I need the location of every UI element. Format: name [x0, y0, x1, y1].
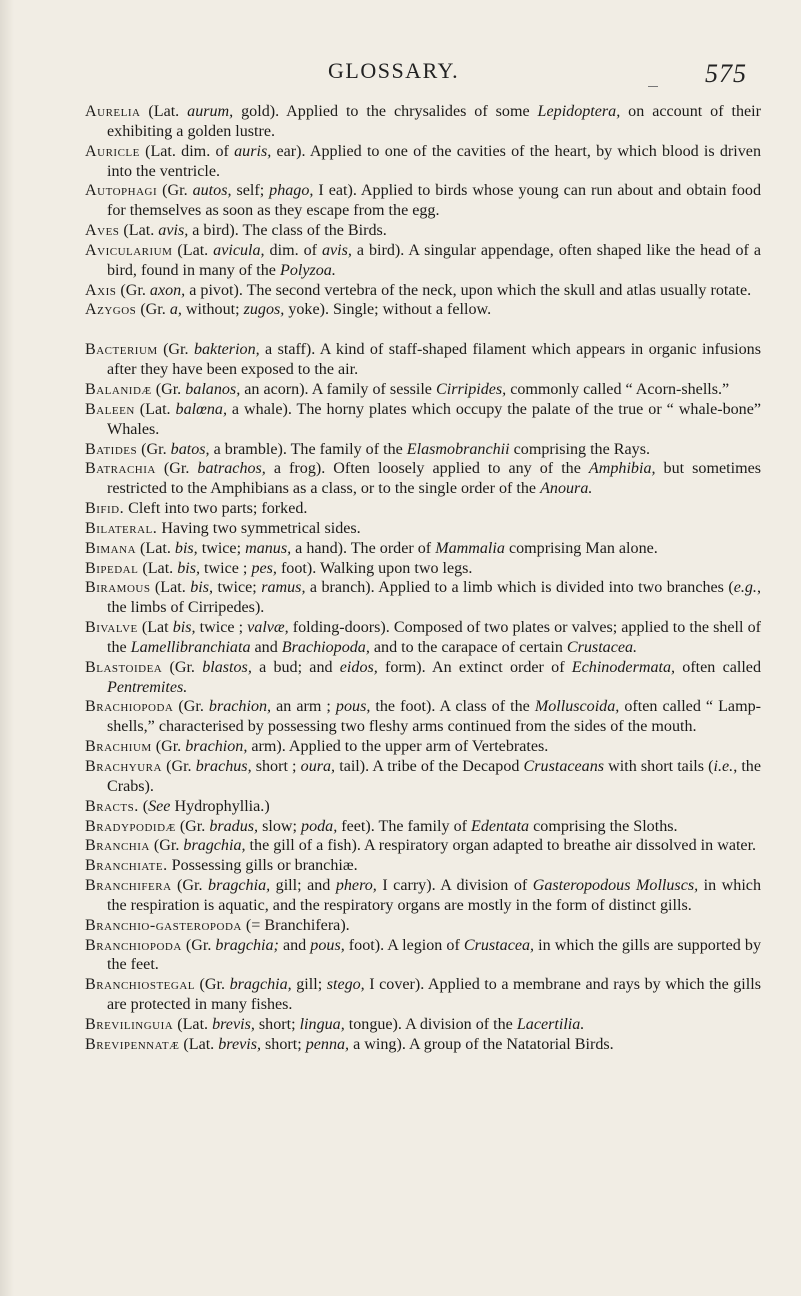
- entry-text: a bud; and: [251, 658, 340, 676]
- entry-term-italic: batos,: [170, 440, 210, 458]
- entry-text: a pivot). The second vertebra of the neck, upon which the skull and atlas usually rotate.: [185, 281, 752, 299]
- entry-term-italic: Cirripides,: [435, 380, 507, 398]
- entry-term-italic: bragchia,: [208, 877, 271, 895]
- entry-text: (Lat.: [179, 1035, 219, 1053]
- entry-headword: Branchiostegal: [85, 976, 196, 994]
- entry-headword: Brevilinguia: [85, 1015, 174, 1033]
- entry-text: (Lat.: [173, 1015, 213, 1033]
- entry-text: comprising Man alone.: [504, 539, 658, 557]
- entry-term-italic: bis,: [174, 539, 198, 557]
- entry-term-italic: batrachos,: [197, 460, 266, 478]
- glossary-entry: [85, 400, 761, 440]
- glossary-entry: [85, 658, 761, 698]
- entry-text: self;: [231, 182, 270, 200]
- entry-headword: Aves: [85, 222, 120, 240]
- entry-term-italic: brevis,: [212, 1015, 255, 1033]
- entry-text: feet). The family of: [337, 817, 471, 835]
- glossary-entry: [85, 221, 761, 241]
- entry-text: (Lat.: [134, 400, 176, 418]
- glossary-entry: [85, 539, 761, 559]
- entry-headword: Azygos: [85, 301, 137, 319]
- entry-text: (Gr.: [173, 698, 209, 716]
- entry-text: (Gr.: [171, 877, 209, 895]
- page-title: GLOSSARY.: [328, 58, 460, 83]
- entry-term-italic: penna,: [305, 1035, 350, 1053]
- entry-headword: Axis: [85, 281, 117, 299]
- glossary-entry: [85, 876, 761, 916]
- entry-text: often called: [675, 658, 762, 676]
- entry-text: a bird). A singular appendage, often shaped like the head of a bird, found in many of the: [107, 241, 761, 279]
- entry-term-italic: Mammalia: [435, 539, 505, 557]
- entry-headword: Baleen: [85, 400, 135, 418]
- entry-term-italic: Polyzoa.: [279, 261, 336, 279]
- glossary-entry: [85, 459, 761, 499]
- entry-text: dim. of: [264, 241, 322, 259]
- entry-term-italic: bakterion,: [193, 341, 260, 359]
- entry-term-italic: pous,: [310, 936, 345, 954]
- glossary-entry: [85, 181, 761, 221]
- entry-text: an acorn). A family of sessile: [240, 380, 436, 398]
- glossary-entry: [85, 916, 761, 936]
- entry-text: and to the carapace of certain: [369, 638, 567, 656]
- entry-text: twice;: [213, 579, 262, 597]
- entry-term-italic: valvæ,: [247, 619, 289, 637]
- entry-headword: Branchiopoda: [85, 936, 182, 954]
- glossary-entries: [85, 102, 761, 1055]
- entry-term-italic: Crustaceans: [523, 758, 605, 775]
- entry-text: often called “ Lamp-shells,” characterised by possessing two fleshy arms continued from the sides of the mouth.: [107, 698, 761, 736]
- entry-text: , the Crabs).: [107, 758, 762, 795]
- entry-term-italic: lingua,: [299, 1015, 345, 1033]
- entry-term-italic: Brachiopoda,: [281, 638, 370, 656]
- entry-term-italic: bis,: [177, 559, 201, 577]
- entry-term-italic: autos,: [192, 182, 232, 200]
- entry-headword: Blastoidea: [85, 658, 163, 676]
- entry-text: and: [250, 638, 282, 656]
- entry-text: (Lat: [137, 619, 173, 637]
- glossary-entry: [85, 499, 761, 519]
- entry-term-italic: brachion,: [185, 738, 248, 756]
- entry-text: a branch). Applied to a limb which is divided into two branches (: [305, 579, 734, 597]
- entry-text: tail). A tribe of the Decapod: [335, 758, 524, 775]
- entry-term-italic: bragchia,: [183, 837, 246, 855]
- glossary-entry: [85, 578, 761, 618]
- entry-term-italic: Anoura.: [540, 480, 593, 498]
- entry-headword: Balanidæ: [85, 380, 152, 398]
- entry-text: Having two symmetrical sides.: [157, 519, 361, 537]
- glossary-entry: [85, 1035, 761, 1055]
- entry-term-italic: See: [148, 797, 171, 815]
- entry-term-italic: Gasteropodous Molluscs,: [532, 877, 699, 895]
- entry-text: (Lat.: [119, 222, 159, 240]
- entry-term-italic: Lepidoptera,: [537, 103, 621, 120]
- entry-term-italic: avis,: [321, 241, 352, 259]
- entry-text: (Gr.: [157, 341, 194, 359]
- entry-text: (Gr.: [161, 758, 196, 775]
- entry-headword: Brevipennatæ: [85, 1035, 180, 1053]
- entry-term-italic: Crustacea,: [463, 936, 535, 954]
- entry-text: (Gr.: [151, 380, 186, 398]
- entry-headword: Biramous: [85, 579, 151, 597]
- entry-text: gold). Applied to the chrysalides of some: [233, 103, 538, 120]
- entry-text: a wing). A group of the Natatorial Birds.: [349, 1035, 614, 1053]
- entry-text: (Lat.: [140, 103, 188, 120]
- entry-term-italic: balœna,: [175, 400, 227, 418]
- entry-term-italic: bis,: [172, 619, 196, 637]
- entry-term-italic: balanos,: [185, 380, 241, 398]
- entry-text: ear). Applied to one of the cavities of the heart, by which blood is driven into the ventricle.: [107, 142, 761, 180]
- entry-term-italic: oura,: [300, 758, 336, 775]
- entry-term-italic: bragchia;: [215, 936, 279, 954]
- entry-text: Possessing gills or branchiæ.: [167, 857, 358, 875]
- entry-term-italic: ramus,: [261, 579, 306, 597]
- entry-text: (Gr.: [136, 301, 170, 319]
- glossary-entry: [85, 559, 761, 579]
- entry-term-italic: stego,: [326, 976, 365, 994]
- entry-headword: Batides: [85, 440, 138, 458]
- entry-text: arm). Applied to the upper arm of Vertebrates.: [247, 738, 549, 756]
- glossary-entry: [85, 797, 761, 817]
- running-header: [0, 58, 801, 94]
- entry-text: slow;: [258, 817, 302, 835]
- entry-text: the foot). A class of the: [370, 698, 535, 716]
- entry-headword: Brachium: [85, 738, 152, 756]
- entry-headword: Bivalve: [85, 619, 138, 637]
- entry-text: foot). Walking upon two legs.: [276, 559, 473, 577]
- entry-text: (Gr.: [175, 817, 210, 835]
- entry-term-italic: pous,: [335, 698, 371, 716]
- entry-headword: Branchiate.: [85, 857, 168, 875]
- entry-term-italic: pes,: [251, 559, 277, 577]
- glossary-entry: [85, 757, 761, 797]
- entry-term-italic: blastos,: [202, 658, 252, 676]
- entry-text: short;: [261, 1035, 306, 1053]
- entry-headword: Branchifera: [85, 877, 172, 895]
- entry-term-italic: phero,: [335, 877, 377, 895]
- entry-headword: Brachiopoda: [85, 698, 174, 716]
- entry-headword: Bacterium: [85, 341, 158, 359]
- entry-headword: Aurelia: [85, 103, 141, 120]
- entry-text: in which the gills are supported by the feet.: [107, 936, 761, 974]
- entry-text: I cover). Applied to a membrane and rays by which the gills are protected in many fishes.: [107, 976, 761, 1014]
- entry-term-italic: i.e.: [713, 758, 734, 775]
- entry-text: (Gr.: [155, 460, 198, 478]
- entry-text: comprising the Rays.: [509, 440, 650, 458]
- entry-term-italic: zugos,: [243, 301, 285, 319]
- entry-text: (Gr.: [137, 440, 171, 458]
- entry-text: on account of their exhibiting a golden lustre.: [107, 103, 761, 140]
- entry-term-italic: phago,: [269, 182, 314, 200]
- entry-term-italic: a,: [169, 301, 182, 319]
- glossary-entry: [85, 102, 761, 142]
- glossary-entry: [85, 340, 761, 380]
- entry-term-italic: brachus,: [195, 758, 252, 775]
- entry-headword: Branchio-gasteropoda: [85, 916, 242, 934]
- entry-term-italic: Lacertilia.: [516, 1015, 585, 1033]
- entry-text: (Gr.: [116, 281, 150, 299]
- entry-headword: Bimana: [85, 539, 137, 557]
- entry-text: (Lat.: [150, 579, 191, 597]
- entry-text: (Gr.: [151, 738, 186, 756]
- entry-text: (: [138, 797, 149, 815]
- entry-term-italic: Molluscoida,: [534, 698, 620, 716]
- entry-headword: Bifid.: [85, 500, 125, 518]
- entry-text: twice ;: [195, 619, 248, 637]
- entry-text: with short tails (: [604, 758, 714, 775]
- entry-text: the gill of a fish). A respiratory organ adapted to breathe air dissolved in water.: [245, 837, 757, 855]
- glossary-entry: [85, 817, 761, 837]
- entry-term-italic: Edentata: [471, 817, 530, 835]
- entry-text: twice;: [197, 539, 246, 557]
- entry-headword: Avicularium: [85, 241, 173, 259]
- entry-text: (Gr.: [149, 837, 184, 855]
- entry-term-italic: Elasmobranchii: [406, 440, 510, 458]
- entry-text: gill;: [291, 976, 327, 994]
- entry-headword: Bilateral.: [85, 519, 158, 537]
- glossary-entry: [85, 300, 761, 320]
- entry-term-italic: brevis,: [218, 1035, 261, 1053]
- glossary-entry: [85, 975, 761, 1015]
- entry-headword: Bipedal: [85, 559, 139, 577]
- page-edge-shadow: [0, 0, 14, 1296]
- entry-text: (Gr.: [195, 976, 230, 994]
- entry-term-italic: aurum,: [187, 103, 234, 120]
- entry-text: (Lat.: [172, 241, 214, 259]
- entry-text: (Lat. dim. of: [139, 142, 235, 160]
- entry-text: without;: [181, 301, 244, 319]
- entry-term-italic: brachion,: [208, 698, 272, 716]
- entry-text: gill; and: [270, 877, 336, 895]
- entry-term-italic: avicula,: [213, 241, 265, 259]
- entry-text: but sometimes restricted to the Amphibians as a class, or to the single order of the: [107, 460, 761, 498]
- entry-text: (Gr.: [181, 936, 216, 954]
- entry-text: (Gr.: [157, 182, 193, 200]
- entry-text: in which the respiration is aquatic, and the respiratory organs are mostly in the form of distinct gills.: [107, 877, 761, 914]
- glossary-entry: [85, 737, 761, 757]
- header-dash: [648, 86, 658, 87]
- entry-text: (Lat.: [138, 559, 178, 577]
- entry-text: (Gr.: [162, 658, 203, 676]
- entry-headword: Batrachia: [85, 460, 156, 478]
- entry-headword: Autophagi: [85, 182, 158, 200]
- entry-term-italic: Amphibia,: [588, 460, 656, 478]
- entry-term-italic: auris,: [234, 142, 272, 160]
- entry-term-italic: Pentremites.: [107, 678, 188, 696]
- entry-text: tongue). A division of the: [344, 1015, 517, 1033]
- entry-headword: Bradypodidæ: [85, 817, 176, 835]
- entry-term-italic: e.g.: [733, 579, 757, 597]
- entry-text: commonly called “ Acorn-shells.”: [506, 380, 730, 398]
- glossary-entry: [85, 281, 761, 301]
- entry-text: foot). A legion of: [344, 936, 464, 954]
- glossary-entry: [85, 618, 761, 658]
- glossary-entry: [85, 856, 761, 876]
- entry-term-italic: poda,: [301, 817, 338, 835]
- entry-term-italic: bis,: [190, 579, 213, 597]
- entry-term-italic: Crustacea.: [566, 638, 638, 656]
- entry-text: (Lat.: [136, 539, 175, 557]
- page-number: 575: [705, 59, 747, 88]
- entry-text: twice ;: [200, 559, 252, 577]
- section-gap: [85, 320, 761, 340]
- entry-text: a frog). Often loosely applied to any of the: [265, 460, 589, 478]
- entry-term-italic: manus,: [245, 539, 292, 557]
- entry-text: (= Branchifera).: [241, 916, 350, 934]
- glossary-entry: [85, 1015, 761, 1035]
- entry-term-italic: Echinodermata,: [571, 658, 676, 676]
- entry-text: a hand). The order of: [291, 539, 436, 557]
- entry-text: a whale). The horny plates which occupy the palate of the true or “ whale-bone” Whales.: [107, 400, 761, 438]
- glossary-entry: [85, 697, 761, 737]
- entry-text: , the limbs of Cirripedes).: [107, 579, 761, 617]
- entry-headword: Bracts.: [85, 797, 139, 815]
- entry-text: comprising the Sloths.: [529, 817, 678, 835]
- entry-text: a bird). The class of the Birds.: [188, 222, 387, 240]
- entry-term-italic: avis,: [158, 222, 189, 240]
- glossary-entry: [85, 380, 761, 400]
- entry-text: yoke). Single; without a fellow.: [284, 301, 492, 319]
- glossary-entry: [85, 836, 761, 856]
- entry-text: a bramble). The family of the: [209, 440, 407, 458]
- entry-text: short;: [254, 1015, 300, 1033]
- entry-text: Hydrophyllia.): [170, 797, 270, 815]
- entry-text: a staff). A kind of staff-shaped filament which appears in organic infusions after they have been exposed to the air.: [107, 341, 761, 379]
- entry-headword: Brachyura: [85, 758, 162, 775]
- entry-term-italic: eidos,: [339, 658, 378, 676]
- entry-term-italic: bragchia,: [229, 976, 292, 994]
- entry-text: I carry). A division of: [376, 877, 533, 895]
- entry-term-italic: Lamellibranchiata: [130, 638, 251, 656]
- entry-headword: Branchia: [85, 837, 150, 855]
- entry-text: an arm ;: [271, 698, 336, 716]
- entry-term-italic: bradus,: [209, 817, 259, 835]
- entry-text: short ;: [251, 758, 301, 775]
- entry-text: form). An extinct order of: [377, 658, 572, 676]
- entry-text: folding-doors). Composed of two plates or valves; applied to the shell of the: [107, 619, 761, 656]
- entry-term-italic: axon,: [149, 281, 186, 299]
- entry-text: and: [278, 936, 311, 954]
- glossary-entry: [85, 519, 761, 539]
- glossary-entry: [85, 241, 761, 281]
- glossary-entry: [85, 936, 761, 976]
- entry-text: Cleft into two parts; forked.: [124, 500, 308, 518]
- glossary-entry: [85, 440, 761, 460]
- glossary-entry: [85, 142, 761, 182]
- entry-text: I eat). Applied to birds whose young can run about and obtain food for themselves as soon as they escape from the egg.: [107, 182, 761, 220]
- entry-headword: Auricle: [85, 142, 140, 160]
